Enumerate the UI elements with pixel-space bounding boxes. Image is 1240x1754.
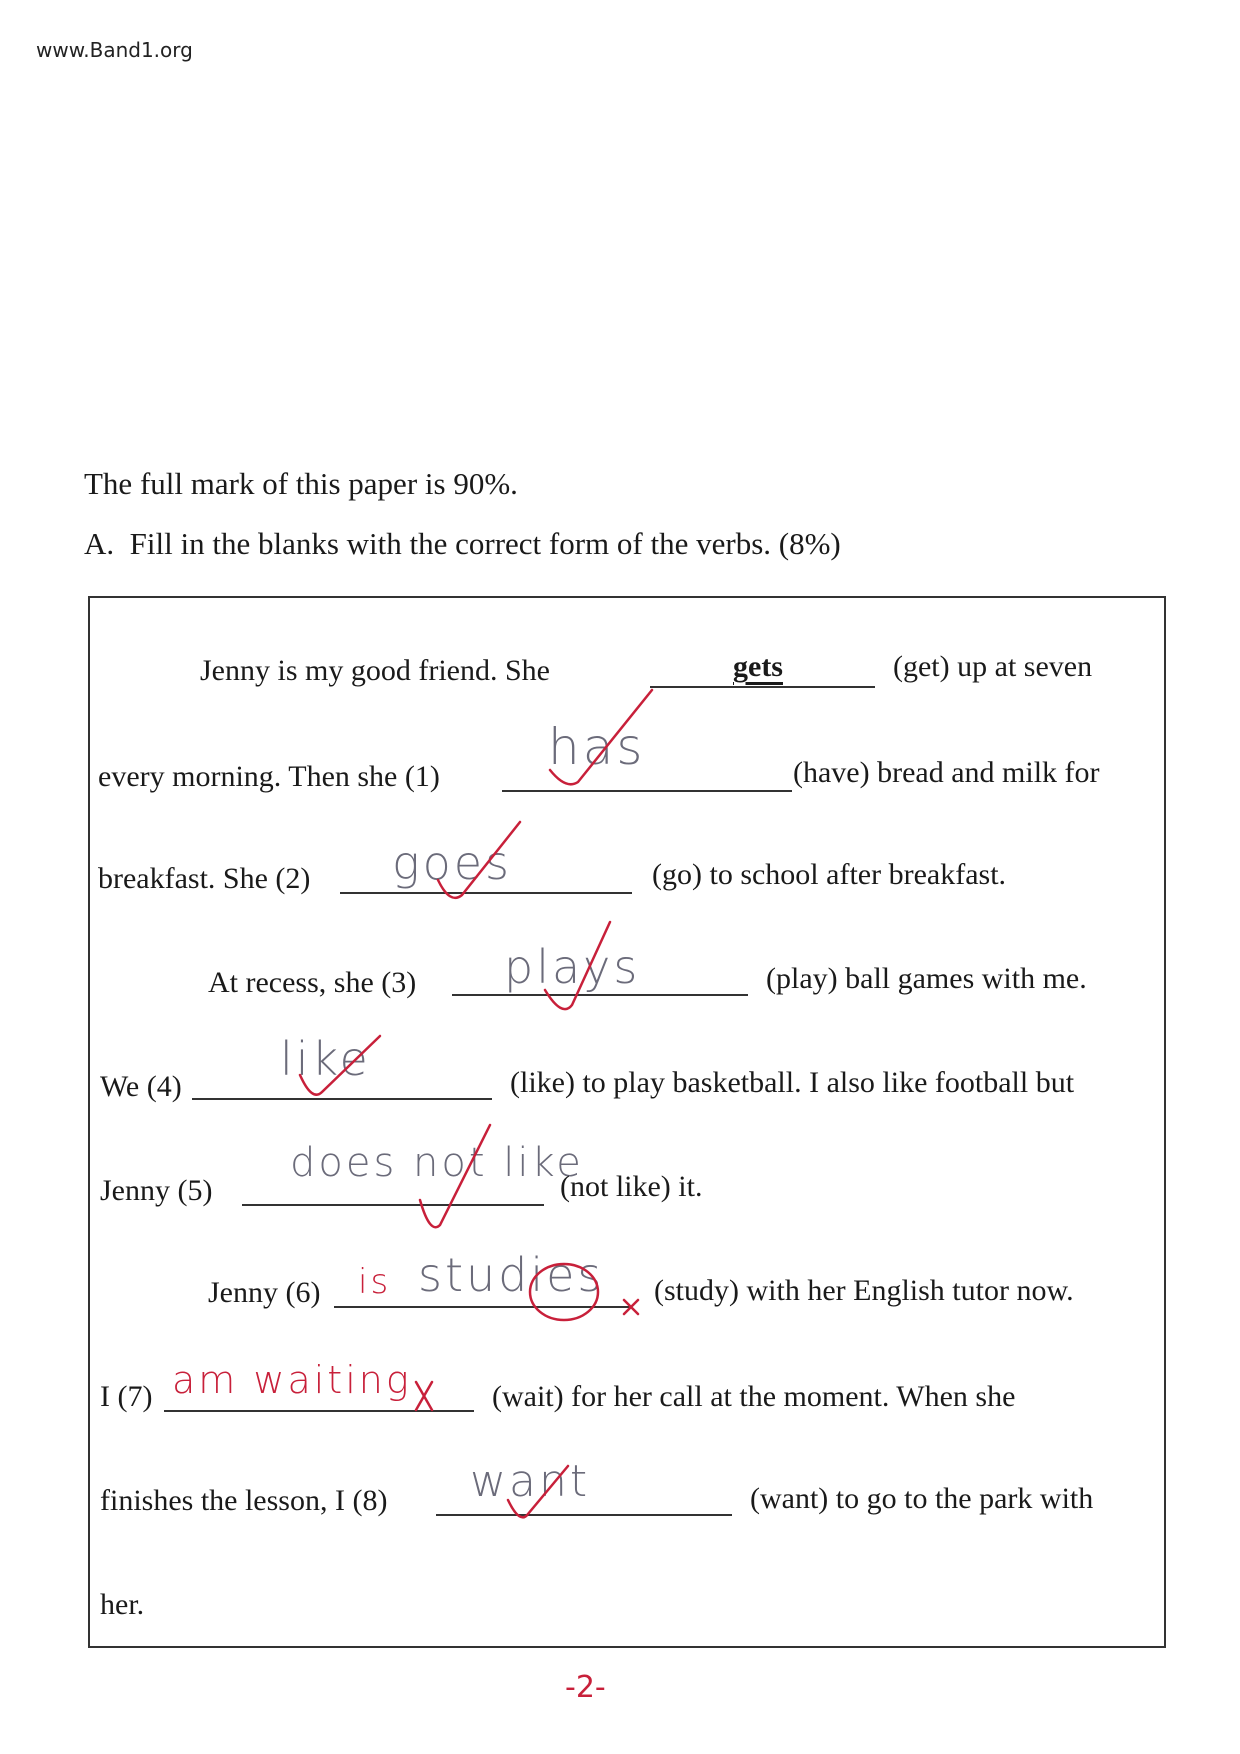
error-circle xyxy=(530,1264,598,1320)
passage-line-9b: (want) to go to the park with xyxy=(750,1482,1094,1515)
passage-line-6b: (not like) it. xyxy=(560,1170,703,1203)
passage-line-4a: At recess, she (3) xyxy=(208,966,417,999)
answer-2: goes xyxy=(392,836,513,890)
answer-6: studies xyxy=(418,1248,605,1302)
passage-line-3b: (go) to school after breakfast. xyxy=(652,858,1007,891)
example-answer: gets xyxy=(733,650,783,683)
passage-line-2b: (have) bread and milk for xyxy=(793,756,1100,789)
passage-line-8b: (wait) for her call at the moment. When she xyxy=(492,1380,1016,1413)
full-mark-note: The full mark of this paper is 90%. xyxy=(84,466,518,501)
passage-line-5a: We (4) xyxy=(100,1070,182,1103)
page-number: -2- xyxy=(565,1670,606,1705)
passage-line-6a: Jenny (5) xyxy=(100,1174,213,1207)
passage-line-10: her. xyxy=(100,1588,145,1621)
answer-5: does not like xyxy=(290,1140,584,1186)
passage-line-8a: I (7) xyxy=(100,1380,153,1413)
passage-line-7a: Jenny (6) xyxy=(208,1276,321,1309)
passage-line-1a: Jenny is my good friend. She xyxy=(200,654,550,687)
answer-8: want xyxy=(470,1456,591,1507)
tick-mark-2 xyxy=(438,822,520,898)
answer-1: has xyxy=(548,718,646,776)
cross-mark-7 xyxy=(416,1382,432,1410)
section-letter: A. xyxy=(84,526,115,561)
answer-7: am waiting xyxy=(172,1358,412,1402)
answer-6-is: is xyxy=(358,1262,392,1302)
passage-line-3a: breakfast. She (2) xyxy=(98,862,311,895)
answer-3: plays xyxy=(504,940,641,994)
passage-line-1b: (get) up at seven xyxy=(893,650,1093,683)
tick-mark-1 xyxy=(550,690,652,784)
passage-line-2a: every morning. Then she (1) xyxy=(98,760,440,793)
passage-line-4b: (play) ball games with me. xyxy=(766,962,1087,995)
cross-mark-6 xyxy=(624,1300,638,1314)
answer-4: like xyxy=(280,1032,371,1086)
passage-line-9a: finishes the lesson, I (8) xyxy=(100,1484,388,1517)
tick-mark-5 xyxy=(420,1125,490,1227)
passage-line-5b: (like) to play basketball. I also like football but xyxy=(510,1066,1075,1099)
passage-line-7b: (study) with her English tutor now. xyxy=(654,1274,1074,1307)
tick-mark-3 xyxy=(545,922,610,1009)
site-watermark: www.Band1.org xyxy=(36,38,193,62)
instruction-text: Fill in the blanks with the correct form of the verbs. (8%) xyxy=(129,526,841,561)
tick-mark-8 xyxy=(508,1466,568,1517)
tick-mark-4 xyxy=(300,1036,380,1095)
